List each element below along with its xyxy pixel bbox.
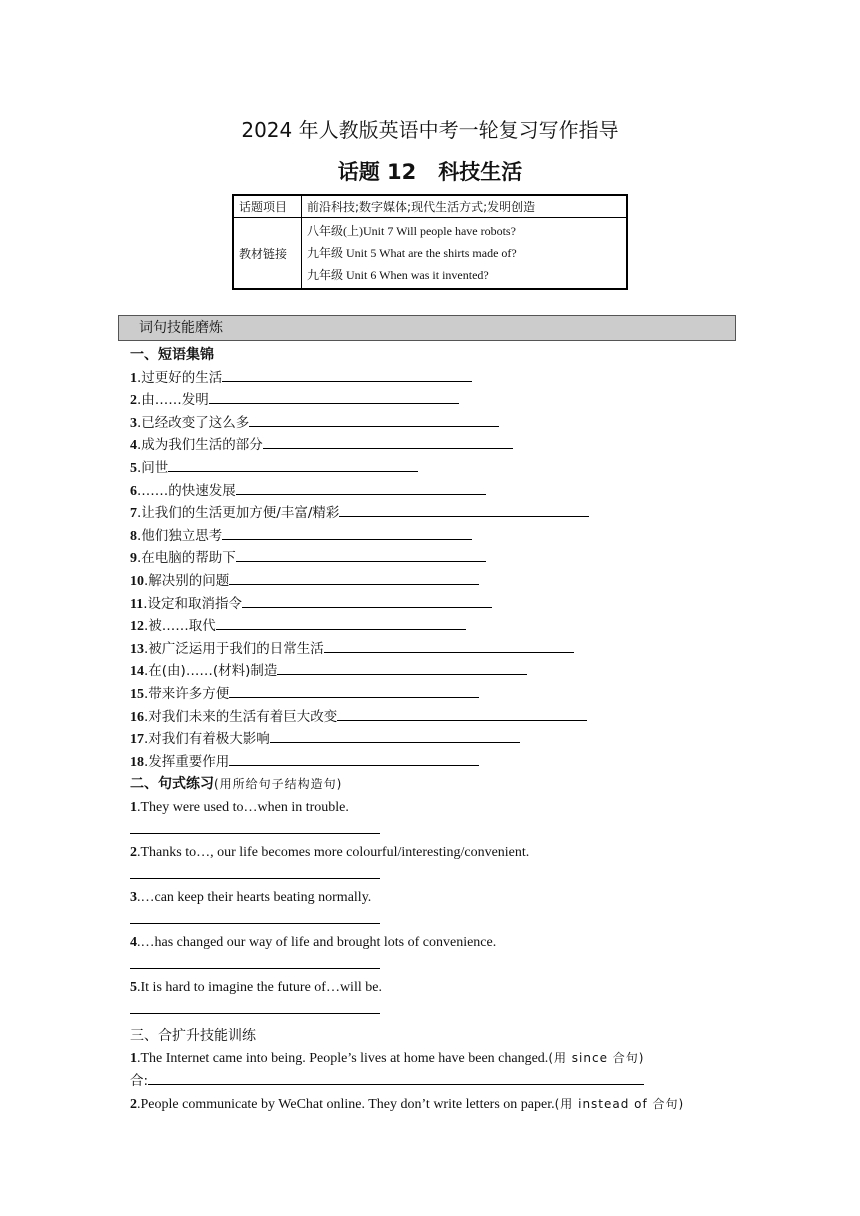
answer-line[interactable] <box>130 1000 740 1021</box>
list-item: 13.被广泛运用于我们的日常生活 <box>130 638 740 661</box>
list-item: 4.…has changed our way of life and brought lots of convenience. <box>130 934 497 950</box>
answer-blank[interactable] <box>209 389 459 404</box>
section-header-bar: 词句技能磨炼 <box>118 315 736 341</box>
list-item: 2.Thanks to…, our life becomes more colourful/interesting/convenient. <box>130 844 530 860</box>
answer-blank[interactable] <box>337 706 587 721</box>
list-item: 4.成为我们生活的部分 <box>130 434 740 457</box>
list-item: 5.问世 <box>130 457 740 480</box>
page-title: 2024 年人教版英语中考一轮复习写作指导 <box>241 118 619 142</box>
answer-blank[interactable] <box>242 593 492 608</box>
list-item: 3.…can keep their hearts beating normally. <box>130 889 372 905</box>
list-item: 16.对我们未来的生活有着巨大改变 <box>130 706 740 729</box>
answer-blank[interactable] <box>229 751 479 766</box>
answer-blank[interactable] <box>229 570 479 585</box>
list-item: 6.……的快速发展 <box>130 480 740 503</box>
textbook-link: 九年级 Unit 6 When was it invented? <box>307 268 489 282</box>
textbook-link: 九年级 Unit 5 What are the shirts made of? <box>307 246 517 260</box>
list-item: 5.It is hard to imagine the future of…will be. <box>130 979 382 995</box>
list-item: 1.The Internet came into being. People’s lives at home have been changed.(用 since 合句) <box>130 1051 645 1067</box>
list-item: 14.在(由)……(材料)制造 <box>130 660 740 683</box>
answer-blank[interactable] <box>236 547 486 562</box>
list-item: 2.由……发明 <box>130 389 740 412</box>
answer-blank[interactable] <box>168 457 418 472</box>
answer-blank[interactable] <box>216 615 466 630</box>
textbook-links-value <box>302 218 628 290</box>
list-item: 11.设定和取消指令 <box>130 593 740 616</box>
textbook-links-label: 教材链接 <box>233 218 302 290</box>
exercise-content <box>130 344 740 1115</box>
list-item: 2.People communicate by WeChat online. They don’t write letters on paper.(用 instead of 合句) <box>130 1096 685 1112</box>
list-item: 9.在电脑的帮助下 <box>130 547 740 570</box>
answer-blank[interactable] <box>324 638 574 653</box>
list-item: 12.被……取代 <box>130 615 740 638</box>
topic-label: 话题 12 <box>337 160 417 184</box>
topic-name: 科技生活 <box>438 160 523 184</box>
list-item: 15.带来许多方便 <box>130 683 740 706</box>
part2-heading: 二、句式练习(用所给句子结构造句) <box>130 776 343 793</box>
answer-blank[interactable] <box>339 502 589 517</box>
topic-items-value: 前沿科技;数字媒体;现代生活方式;发明创造 <box>302 195 628 218</box>
table-row <box>233 195 627 218</box>
answer-blank[interactable] <box>277 660 527 675</box>
answer-line[interactable] <box>130 910 740 931</box>
list-item: 1.过更好的生活 <box>130 367 740 390</box>
list-item: 10.解决别的问题 <box>130 570 740 593</box>
list-item: 17.对我们有着极大影响 <box>130 728 740 751</box>
answer-blank[interactable] <box>222 525 472 540</box>
answer-blank[interactable] <box>229 683 479 698</box>
table-row <box>233 218 627 290</box>
topic-items-label: 话题项目 <box>233 195 302 218</box>
topic-info-table <box>232 194 628 290</box>
list-item: 7.让我们的生活更加方便/丰富/精彩 <box>130 502 740 525</box>
list-item: 18.发挥重要作用 <box>130 751 740 774</box>
textbook-link: 八年级(上)Unit 7 Will people have robots? <box>307 224 516 238</box>
answer-blank[interactable] <box>270 728 520 743</box>
list-item: 8.他们独立思考 <box>130 525 740 548</box>
answer-line[interactable] <box>130 820 740 841</box>
topic-title <box>0 156 860 186</box>
answer-blank[interactable] <box>249 412 499 427</box>
answer-blank[interactable] <box>263 434 513 449</box>
part1-heading: 一、短语集锦 <box>130 347 214 363</box>
part3-heading: 三、合扩升技能训练 <box>130 1027 256 1044</box>
answer-line[interactable] <box>130 865 740 886</box>
list-item: 1.They were used to…when in trouble. <box>130 799 349 815</box>
answer-blank[interactable] <box>148 1070 644 1085</box>
answer-row: 合: <box>130 1070 740 1093</box>
list-item: 3.已经改变了这么多 <box>130 412 740 435</box>
answer-blank[interactable] <box>236 480 486 495</box>
answer-line[interactable] <box>130 955 740 976</box>
answer-blank[interactable] <box>222 367 472 382</box>
